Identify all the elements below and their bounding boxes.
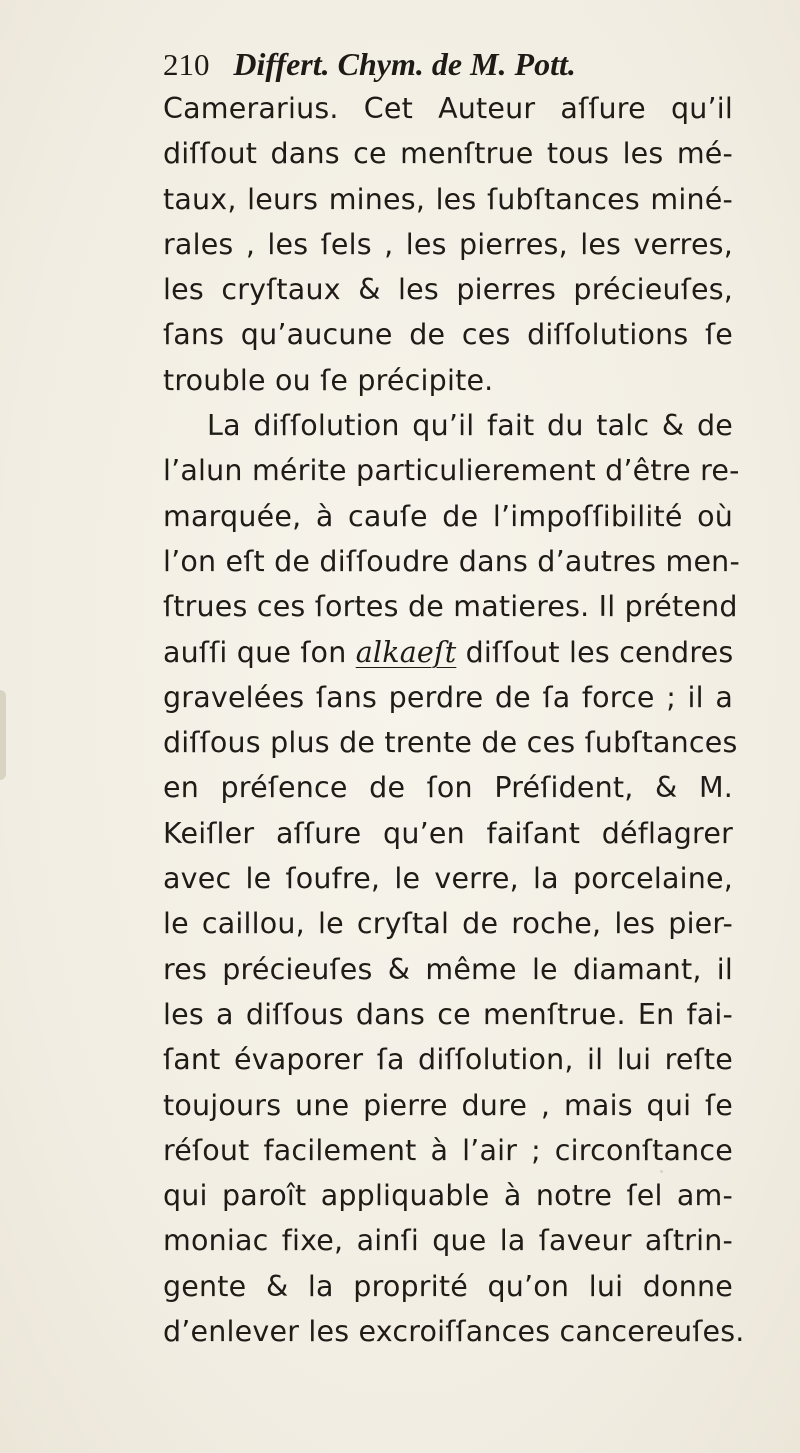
text-line: res précieuſes & même le diamant, il xyxy=(163,952,733,986)
text-line: en préſence de ſon Préſident, & M. xyxy=(163,771,733,805)
text-line: trouble ou ſe précipite. xyxy=(163,363,494,397)
text-line: ſans qu’aucune de ces diſſolutions ſe xyxy=(163,318,733,352)
text-line: marquée, à cauſe de l’impoſſibilité où xyxy=(163,499,733,533)
text-line: l’alun mérite particulierement d’être re- xyxy=(163,454,740,488)
text-line: avec le ſoufre, le verre, la porcelaine, xyxy=(163,862,733,896)
running-title: Differt. Chym. de M. Pott. xyxy=(233,46,576,82)
italic-term: alkaeſt xyxy=(355,635,457,669)
text-line: diſſout dans ce menſtrue tous les mé- xyxy=(163,137,733,171)
page-number: 210 xyxy=(163,47,210,82)
text-line: réſout facilement à l’air ; circonſtance xyxy=(163,1133,733,1167)
text-line: ſant évaporer ſa diſſolution, il lui reſte xyxy=(163,1043,733,1077)
text-fragment: auſſi que ſon xyxy=(163,635,356,669)
text-line: La diſſolution qu’il fait du talc & de xyxy=(207,409,733,443)
paper-fold-mark xyxy=(0,690,6,780)
text-line: les a diſſous dans ce menſtrue. En fai- xyxy=(163,997,733,1031)
text-line: d’enlever les excroiſſances cancereuſes. xyxy=(163,1315,745,1349)
text-line: moniac fixe, ainſi que la ſaveur aſtrin- xyxy=(163,1224,733,1258)
text-line: le caillou, le cryſtal de roche, les pier- xyxy=(163,907,733,941)
text-line: Camerarius. Cet Auteur aſſure qu’il xyxy=(163,92,733,125)
text-line: qui paroît appliquable à notre ſel am- xyxy=(163,1179,733,1213)
text-line: gente & la proprité qu’on lui donne xyxy=(163,1269,733,1303)
text-fragment: diſſout les cendres xyxy=(456,635,734,669)
text-line: taux, leurs mines, les ſubſtances miné- xyxy=(163,182,733,216)
text-line: gravelées ſans perdre de ſa force ; il a xyxy=(163,680,733,714)
text-line: les cryſtaux & les pierres précieuſes, xyxy=(163,273,733,307)
paper-speck xyxy=(660,1170,663,1173)
text-line: diſſous plus de trente de ces ſubſtances xyxy=(163,726,738,760)
body-text xyxy=(163,86,745,1354)
text-line-with-italic xyxy=(163,630,733,675)
text-line: rales , les ſels , les pierres, les verres, xyxy=(163,227,733,261)
text-line: ſtrues ces ſortes de matieres. Il prétend xyxy=(163,590,738,624)
text-line: toujours une pierre dure , mais qui ſe xyxy=(163,1088,733,1122)
text-line: l’on eſt de diſſoudre dans d’autres men- xyxy=(163,544,740,578)
text-line: Keiſler aſſure qu’en faiſant déflagrer xyxy=(163,816,733,850)
